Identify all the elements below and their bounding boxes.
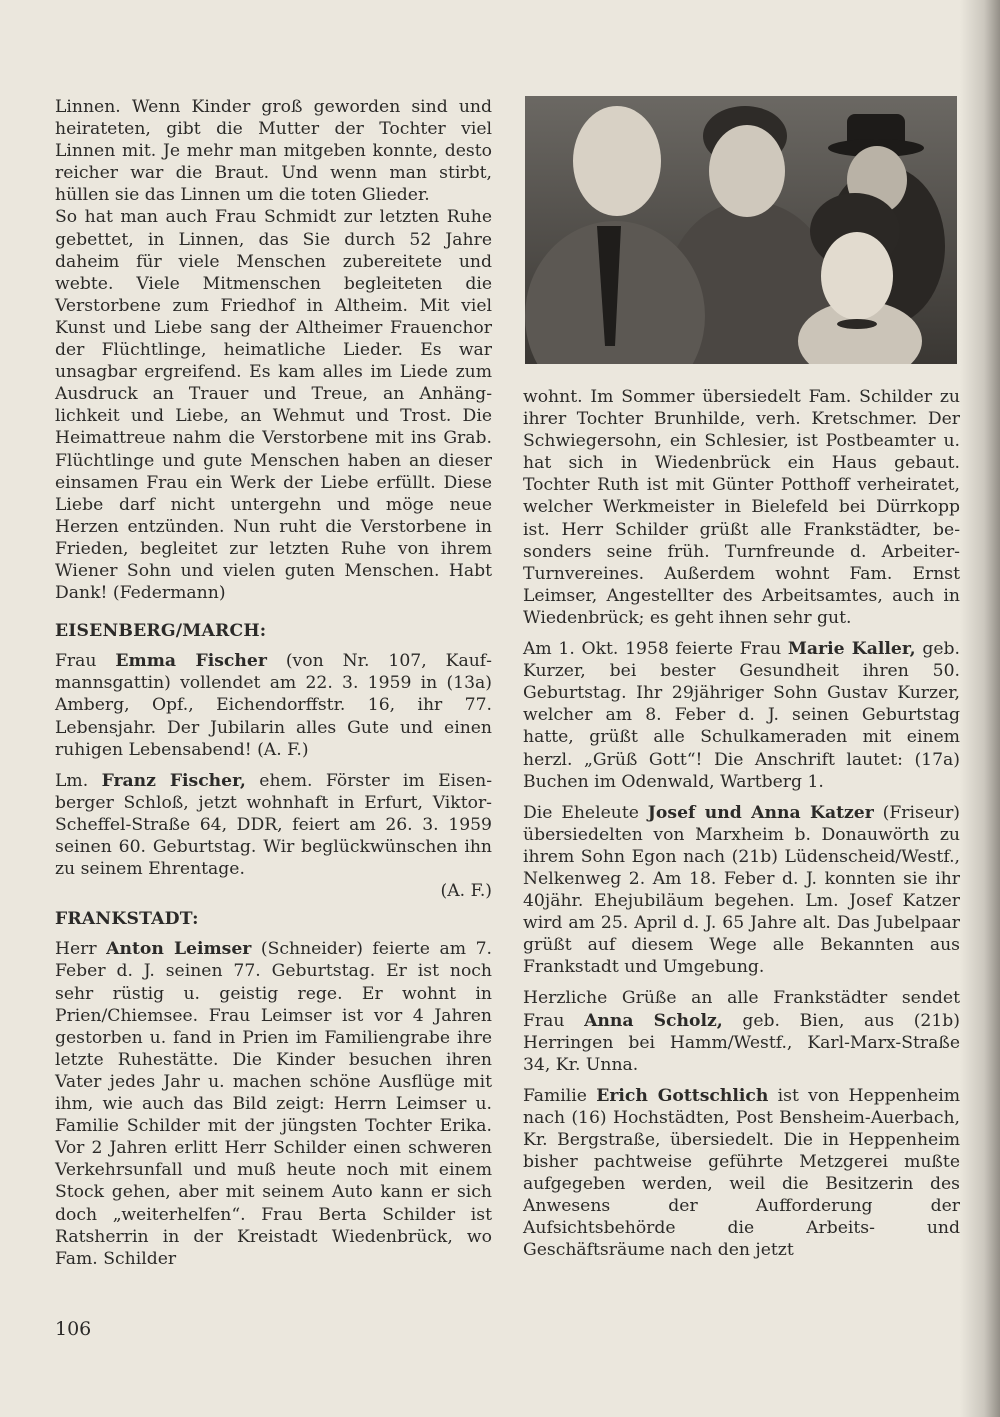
- person-name: Erich Gottschlich: [596, 1085, 769, 1106]
- heading-eisenberg-march: EISENBERG/MARCH:: [55, 621, 267, 642]
- schilder-continuation-paragraph: wohnt. Im Sommer übersiedelt Fam. Schilder zu ihrer Tochter Brunhilde, verh. Kretschmer. Der Schwiegersohn, ein Schlesier, ist Postbeamter u. hat sich in Wiedenbrück ein Haus gebaut. Tochter Ruth ist mit Günter Potthoff verheiratet, welcher Werkmeister in Bielefeld bei Dürrkopp ist. Herr Schilder grüßt alle Frankstädter, besonders seine früh. Turnfreunde d. Arbeiter-Turnvereines. Außerdem wohnt Fam. Ernst Leimser, Angestellter des Arbeitsamtes, auch in Wiedenbrück; es geht ihnen sehr gut.: [523, 387, 960, 628]
- person-name: Marie Kaller,: [787, 639, 916, 660]
- linnen-paragraph: Linnen. Wenn Kinder groß geworden sind und heirateten, gibt die Mutter der Tochter viel Linnen mit. Je mehr man mitgeben konnte, desto reicher war die Braut. Und wenn man stirbt, hüllen sie das Linnen um die toten Glieder.: [55, 97, 492, 206]
- gottschlich-paragraph: Familie Erich Gottschlich ist von Heppenheim nach (16) Hochstädten, Post Bensheim-Auerbach, Kr. Bergstraße, übersiedelt. Die in Heppenheim bisher pachtweise geführte Metzgerei mußte aufgegeben werden, weil die Besitzerin des Anwesens der Aufforderung der Aufsichtsbehörde die Arbeits- und Geschäftsräume nach den jetzt: [523, 1085, 960, 1261]
- heading-frankstadt: FRANKSTADT:: [55, 909, 199, 930]
- person-name: Anna Scholz,: [584, 1010, 723, 1031]
- right-column: [523, 96, 960, 1262]
- franz-fischer-paragraph: Lm. Franz Fischer, ehem. Förster im Eisenberger Schloß, jetzt wohnhaft in Erfurt, Viktor-Scheffel-Straße 64, DDR, feiert am 26. 3. 1959 seinen 60. Geburtstag. Wir beglückwünschen ihn zu seinem Ehrentage.: [55, 770, 493, 880]
- page-number: 106: [55, 1318, 92, 1340]
- person-name: Anton Leimser: [106, 939, 252, 960]
- emma-fischer-paragraph: Frau Emma Fischer (von Nr. 107, Kaufmannsgattin) vollendet am 22. 3. 1959 in (13a) Amberg, Opf., Eichendorffstr. 16, ihr 77. Lebensjahr. Der Jubilarin alles Gute und einen ruhigen Lebensabend! (A. F.): [55, 651, 492, 760]
- marie-kaller-paragraph: Am 1. Okt. 1958 feierte Frau Marie Kaller, geb. Kurzer, bei bester Gesundheit ihren 50. Geburtstag. Ihr 29jähriger Sohn Gustav Kurzer, welcher am 8. Feber d. J. seinen Geburtstag hatte, grüßt alle Schulkameraden mit einem herzl. „Grüß Gott“! Die Anschrift lautet: (17a) Buchen im Odenwald, Wartberg 1.: [523, 639, 960, 792]
- anton-leimser-paragraph: Herr Anton Leimser (Schneider) feierte am 7. Feber d. J. seinen 77. Geburtstag. Er ist noch sehr rüstig u. geistig rege. Er wohnt in Prien/Chiemsee. Frau Leimser ist vor 4 Jahren gestorben u. fand in Prien im Familiengrabe ihre letzte Ruhestätte. Die Kinder besuchen ihren Vater jedes Jahr u. machen schöne Ausflüge mit ihm, wie auch das Bild zeigt: Herrn Leimser u. Familie Schilder mit der jüngsten Tochter Erika. Vor 2 Jahren erlitt Herr Schilder einen schweren Verkehrsunfall und muß heute noch mit einem Stock gehen, aber mit seinem Auto kann er sich doch „weiterhelfen“. Frau Berta Schilder ist Ratsherrin in der Kreistadt Wiedenbrück, wo Fam. Schilder: [55, 939, 492, 1269]
- katzer-paragraph: Die Eheleute Josef und Anna Katzer (Friseur) übersiedelten von Marxheim b. Donauwörth zu ihrem Sohn Egon nach (21b) Lüdenscheid/Westf., Nelkenweg 2. Am 18. Feber d. J. konnten sie ihr 40jähr. Ehejubiläum begehen. Lm. Josef Katzer wird am 25. April d. J. 65 Jahre alt. Das Jubelpaar grüßt auf diesem Wege alle Bekannten aus Frankstadt und Umgebung.: [523, 802, 961, 978]
- family-photo: [525, 96, 957, 364]
- attribution: (A. F.): [440, 881, 492, 902]
- person-name: Josef und Anna Katzer: [647, 802, 874, 823]
- page-edge-shadow: [960, 0, 1000, 1417]
- schmidt-obituary-paragraph: So hat man auch Frau Schmidt zur letzten Ruhe gebettet, in Linnen, das Sie durch 52 Jahre daheim für viele Menschen zubereitete und webte. Viele Mitmenschen begleiteten die Verstorbene zum Friedhof in Altheim. Mit viel Kunst und Liebe sang der Altheimer Frauenchor der Flüchtlinge, heimatliche Lieder. Es war unsagbar ergreifend. Es kam alles im Liede zum Ausdruck an Trauer und Treue, an Anhänglichkeit und Liebe, an Wehmut und Trost. Die Heimattreue nahm die Verstorbene mit ins Grab. Flüchtlinge und gute Menschen haben an dieser einsamen Frau ein Werk der Liebe erfüllt. Diese Liebe darf nicht untergehn und möge neue Herzen entzünden. Nun ruht die Verstorbene in Frieden, begleitet zur letzten Ruhe von ihrem Wiener Sohn und vielen guten Menschen. Habt Dank! (Federmann): [55, 207, 492, 604]
- person-name: Franz Fischer,: [101, 770, 246, 791]
- left-column: [55, 96, 492, 1270]
- anna-scholz-paragraph: Herzliche Grüße an alle Frankstädter sendet Frau Anna Scholz, geb. Bien, aus (21b) Herringen bei Hamm/Westf., Karl-Marx-Straße 34, Kr. Unna.: [523, 988, 961, 1075]
- family-photo-illustration: [525, 96, 957, 364]
- person-name: Emma Fischer: [115, 651, 267, 672]
